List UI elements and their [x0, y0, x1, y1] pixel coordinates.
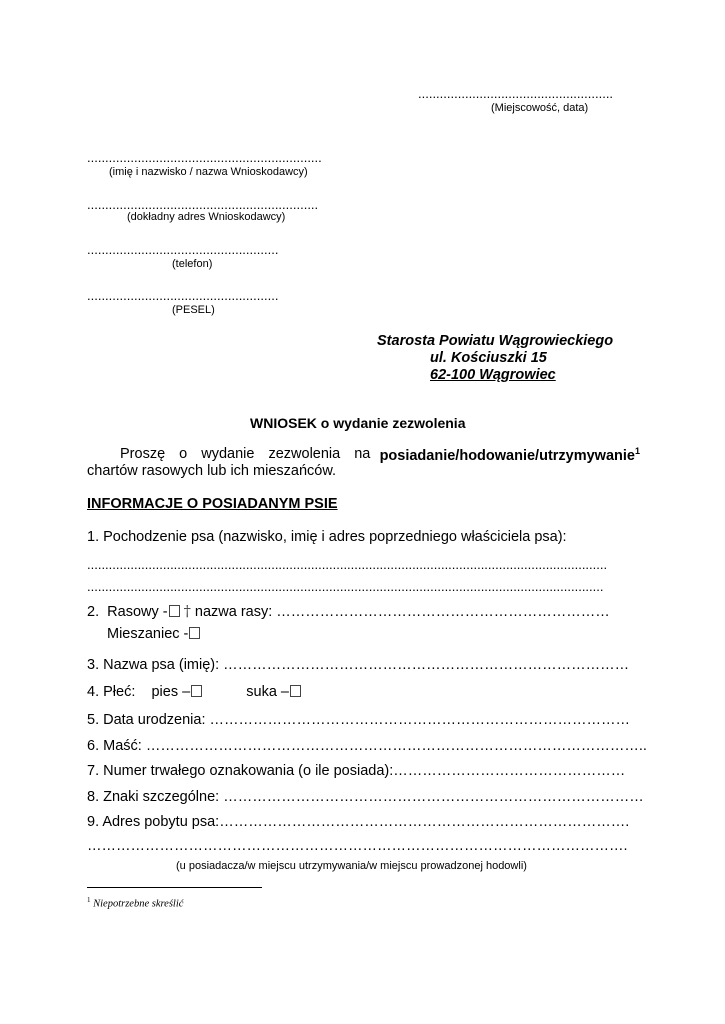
footnote-separator [87, 887, 262, 888]
document-title: WNIOSEK o wydanie zezwolenia [250, 415, 466, 431]
pesel-field[interactable]: ..................................................... [87, 288, 279, 303]
rasowy-checkbox[interactable] [169, 605, 180, 617]
footnote [87, 896, 183, 910]
applicant-address-label: (dokładny adres Wnioskodawcy) [127, 211, 286, 223]
field-mixed-row [107, 626, 200, 642]
place-date-field[interactable]: ...................................................... [418, 86, 614, 101]
field-dog-name[interactable]: 3. Nazwa psa (imię): ………………………………………………………………………… [87, 657, 630, 673]
applicant-address-field[interactable]: ................................................................ [87, 197, 319, 212]
field-coat-color[interactable]: 6. Maść: ………………………………………………………………………………………….. [87, 738, 647, 754]
field-sex-male-label: pies – [151, 684, 191, 700]
section-title: INFORMACJE O POSIADANYM PSIE [87, 496, 338, 512]
male-checkbox[interactable] [191, 685, 202, 697]
field-sex-female-label: suka – [246, 684, 289, 700]
field-sex-label: 4. Płeć: [87, 684, 136, 700]
intro-start: Proszę o wydanie zezwolenia na [120, 446, 371, 462]
field-breed-number: 2. [87, 604, 100, 620]
applicant-name-field[interactable]: ................................................................. [87, 150, 322, 165]
footnote-mark: 1 [87, 896, 91, 904]
dagger-mark: † [183, 604, 191, 620]
field-dog-address[interactable]: 9. Adres pobytu psa:…………………………………………………………………………. [87, 814, 630, 830]
field-breed-row [87, 604, 610, 620]
field-origin-label: 1. Pochodzenie psa (nazwisko, imię i adres poprzedniego właściciela psa): [87, 529, 567, 545]
female-checkbox[interactable] [290, 685, 301, 697]
field-id-number[interactable]: 7. Numer trwałego oznakowania (o ile posiada):………………………………………… [87, 763, 626, 779]
applicant-name-label: (imię i nazwisko / nazwa Wnioskodawcy) [109, 166, 308, 178]
recipient-city: 62-100 Wągrowiec [430, 367, 556, 383]
phone-field[interactable]: ..................................................... [87, 242, 279, 257]
field-birth-date[interactable]: 5. Data urodzenia: …………………………………………………………………………… [87, 712, 631, 728]
phone-label: (telefon) [172, 258, 213, 270]
recipient-name: Starosta Powiatu Wągrowieckiego [377, 333, 614, 349]
field-mixed-label: Mieszaniec - [107, 626, 189, 642]
intro-line2: chartów rasowych lub ich mieszańców. [87, 463, 337, 479]
place-date-label: (Miejscowość, data) [491, 102, 589, 114]
field-breed-rasowy-label: Rasowy - [107, 604, 168, 620]
field-dog-address-line2[interactable]: …………………………………………………………………………………………………. [87, 838, 628, 854]
field-origin-line2[interactable]: ............................................................................................................................................... [87, 579, 604, 594]
intro-paragraph [120, 446, 640, 464]
field-special-marks[interactable]: 8. Znaki szczególne: …………………………………………………………………………… [87, 789, 644, 805]
field-origin-line1[interactable]: ................................................................................................................................................ [87, 557, 608, 572]
field-dog-address-note: (u posiadacza/w miejscu utrzymywania/w miejscu prowadzonej hodowli) [176, 860, 527, 872]
mieszaniec-checkbox[interactable] [189, 627, 200, 639]
pesel-label: (PESEL) [172, 304, 215, 316]
intro-footnote-mark: 1 [634, 446, 640, 456]
footnote-text: Niepotrzebne skreślić [93, 898, 184, 910]
field-sex-row [87, 684, 301, 700]
recipient-street: ul. Kościuszki 15 [430, 350, 547, 366]
intro-bold-group [380, 446, 640, 464]
intro-bold: posiadanie/hodowanie/utrzymywanie [379, 447, 635, 464]
field-breed-name[interactable]: nazwa rasy: …………………………………………………………… [194, 604, 610, 620]
